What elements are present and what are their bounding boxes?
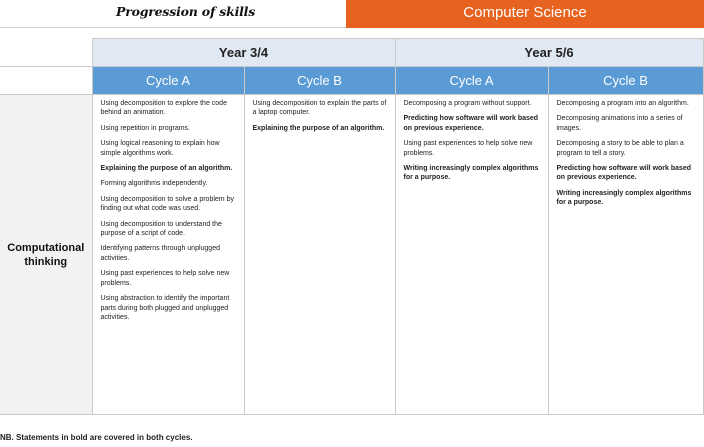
skill-statement: Predicting how software will work based on previous experience. [403, 115, 539, 132]
skill-statement: Using decomposition to explain the parts of a laptop computer. [252, 100, 387, 117]
year-header-row [0, 39, 703, 67]
header-subject-panel [346, 0, 704, 28]
skill-statement: Using past experiences to help solve new problems. [403, 140, 533, 157]
skills-cell [244, 95, 395, 415]
header-bar [0, 0, 704, 28]
skill-statement: Using decomposition to explore the code behind an animation. [100, 100, 227, 117]
skills-cell [92, 95, 244, 415]
cycle-header: Cycle B [548, 67, 703, 95]
row-label: Computational thinking [0, 95, 92, 415]
skill-statement: Decomposing a story to be able to plan a program to tell a story. [556, 140, 684, 157]
skill-statement: Predicting how software will work based on previous experience. [556, 165, 692, 182]
skills-cell [548, 95, 703, 415]
cycle-header-row [0, 67, 703, 95]
cycle-header: Cycle A [92, 67, 244, 95]
skill-statement: Using decomposition to understand the purpose of a script of code. [100, 220, 222, 238]
skill-statement: Decomposing animations into a series of images. [556, 115, 683, 132]
table-row [0, 95, 703, 415]
skill-statement: Using logical reasoning to explain how simple algorithms work. [100, 140, 220, 157]
table-corner [0, 67, 92, 95]
skill-statement: Forming algorithms independently. [100, 180, 208, 188]
year-header: Year 5/6 [395, 39, 703, 67]
subject-title: Computer Science [463, 4, 587, 21]
skill-statement: Writing increasingly complex algorithms for a purpose. [556, 189, 692, 207]
skill-statement: Using decomposition to solve a problem by finding out what code was used. [100, 195, 234, 213]
skill-statement: Decomposing a program into an algorithm. [556, 100, 689, 107]
skill-statement: Using abstraction to identify the important parts during both plugged and unplugged activities. [100, 295, 230, 321]
header-left-panel [0, 0, 346, 28]
table-corner [0, 39, 92, 67]
skills-table [0, 38, 704, 415]
skill-statement: Explaining the purpose of an algorithm. [252, 124, 385, 132]
cycle-header: Cycle B [244, 67, 395, 95]
cycle-header: Cycle A [395, 67, 548, 95]
year-header: Year 3/4 [92, 39, 395, 67]
skill-statement: Explaining the purpose of an algorithm. [100, 165, 233, 173]
footnote: NB. Statements in bold are covered in both cycles. [0, 433, 193, 442]
page-title: Progression of skills [116, 4, 256, 19]
skill-statement: Using repetition in programs. [100, 124, 190, 132]
skill-statement: Using past experiences to help solve new problems. [100, 270, 230, 287]
skill-statement: Decomposing a program without support. [403, 100, 532, 107]
skills-cell [395, 95, 548, 415]
skill-statement: Identifying patterns through unplugged activities. [100, 245, 220, 262]
skill-statement: Writing increasingly complex algorithms for a purpose. [403, 165, 539, 182]
